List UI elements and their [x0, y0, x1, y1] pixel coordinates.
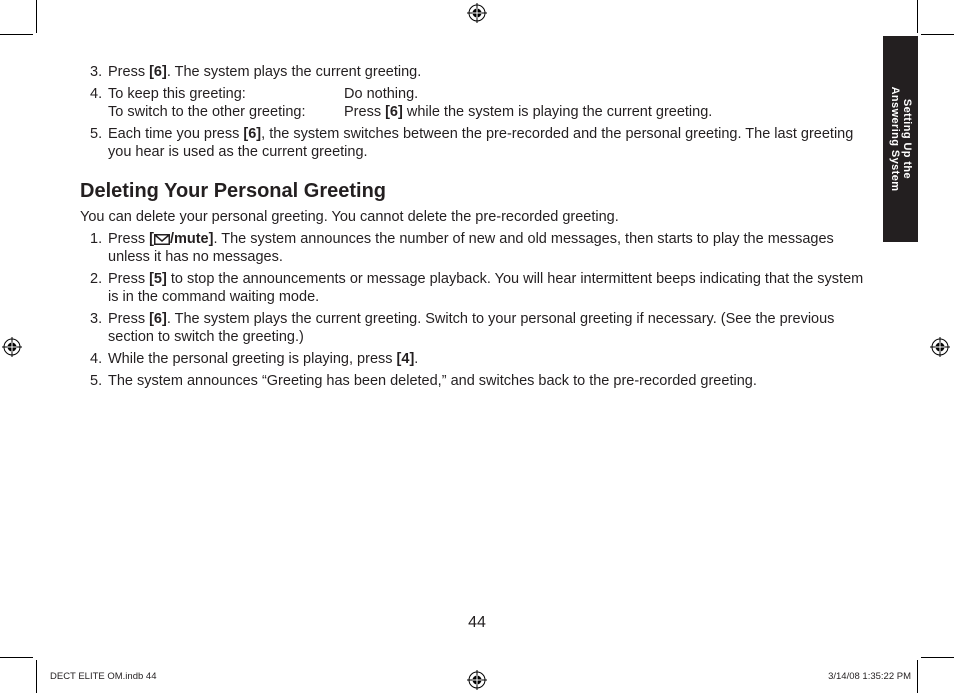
step-text: Press: [108, 231, 150, 247]
side-tab-line-2: Answering System: [888, 86, 901, 192]
step-text: Press: [108, 271, 150, 287]
step-text: Press: [108, 64, 150, 80]
list-item: [80, 350, 870, 368]
list-item: [80, 310, 870, 346]
list-item: [80, 372, 870, 390]
step-text: . The system plays the current greeting. Switch to your personal greeting if necessary. (See the previous section to switch the greeting.): [108, 311, 835, 345]
list-item: [80, 230, 870, 266]
delete-greeting-steps: [80, 230, 870, 390]
envelope-icon: [154, 234, 170, 245]
key-label: [5]: [149, 271, 167, 287]
footer-file-info: DECT ELITE OM.indb 44: [50, 671, 157, 682]
key-label: [6]: [149, 64, 167, 80]
option-value: [344, 103, 712, 121]
side-tab-label: [889, 87, 913, 192]
step-text: . The system plays the current greeting.: [166, 64, 422, 80]
step-text: Press: [108, 311, 150, 327]
step-text: While the personal greeting is playing, press: [108, 351, 397, 367]
key-label: [149, 231, 213, 247]
step-text: , the system switches between the pre-recorded and the personal greeting. The last greeting you hear is used as the current greeting.: [108, 126, 854, 160]
section-heading: Deleting Your Personal Greeting: [80, 180, 386, 202]
registration-mark-icon: [930, 337, 950, 357]
section-side-tab: [883, 36, 918, 242]
step-text: to stop the announcements or message playback. You will hear intermittent beeps indicating that the system is in the command waiting mode.: [108, 271, 864, 305]
step-text: . The system announces the number of new and old messages, then starts to play the messages unless it has no messages.: [108, 231, 834, 265]
section-intro: You can delete your personal greeting. You cannot delete the pre-recorded greeting.: [80, 209, 619, 225]
key-bracket: [: [149, 231, 154, 247]
option-value: Do nothing.: [344, 86, 419, 102]
option-label: To switch to the other greeting:: [108, 104, 306, 120]
registration-mark-icon: [467, 670, 487, 690]
footer-timestamp: 3/14/08 1:35:22 PM: [828, 671, 911, 682]
crop-mark: [917, 660, 918, 693]
list-item: [80, 125, 870, 161]
registration-mark-icon: [2, 337, 22, 357]
key-label: [6]: [149, 311, 167, 327]
step-number: 5.: [90, 126, 103, 142]
crop-mark: [36, 0, 37, 33]
registration-mark-icon: [467, 3, 487, 23]
step-text: Press: [344, 104, 386, 120]
step-number: 3.: [90, 311, 103, 327]
step-number: 2.: [90, 271, 103, 287]
step-number: 1.: [90, 231, 103, 247]
option-row: [108, 103, 870, 121]
page-number: 44: [468, 614, 486, 631]
crop-mark: [0, 34, 33, 35]
step-number: 5.: [90, 373, 103, 389]
step-number: 3.: [90, 64, 103, 80]
list-item: [80, 270, 870, 306]
step-number: 4.: [90, 86, 103, 102]
option-row: [108, 85, 870, 103]
crop-mark: [36, 660, 37, 693]
step-text: The system announces “Greeting has been deleted,” and switches back to the pre-recorded greeting.: [108, 373, 757, 389]
list-item: [80, 85, 870, 121]
page-content: [80, 63, 870, 394]
step-text: .: [414, 351, 419, 367]
continued-steps-list: [80, 63, 870, 161]
key-suffix: /mute]: [169, 231, 214, 247]
key-label: [6]: [385, 104, 403, 120]
crop-mark: [917, 0, 918, 33]
option-label: To keep this greeting:: [108, 86, 246, 102]
crop-mark: [921, 657, 954, 658]
list-item: [80, 63, 870, 81]
key-label: [6]: [243, 126, 262, 142]
side-tab-line-1: Setting Up the: [900, 98, 913, 180]
step-text: while the system is playing the current greeting.: [402, 104, 713, 120]
step-number: 4.: [90, 351, 103, 367]
crop-mark: [0, 657, 33, 658]
crop-mark: [921, 34, 954, 35]
key-label: [4]: [396, 351, 415, 367]
step-text: Each time you press: [108, 126, 244, 142]
